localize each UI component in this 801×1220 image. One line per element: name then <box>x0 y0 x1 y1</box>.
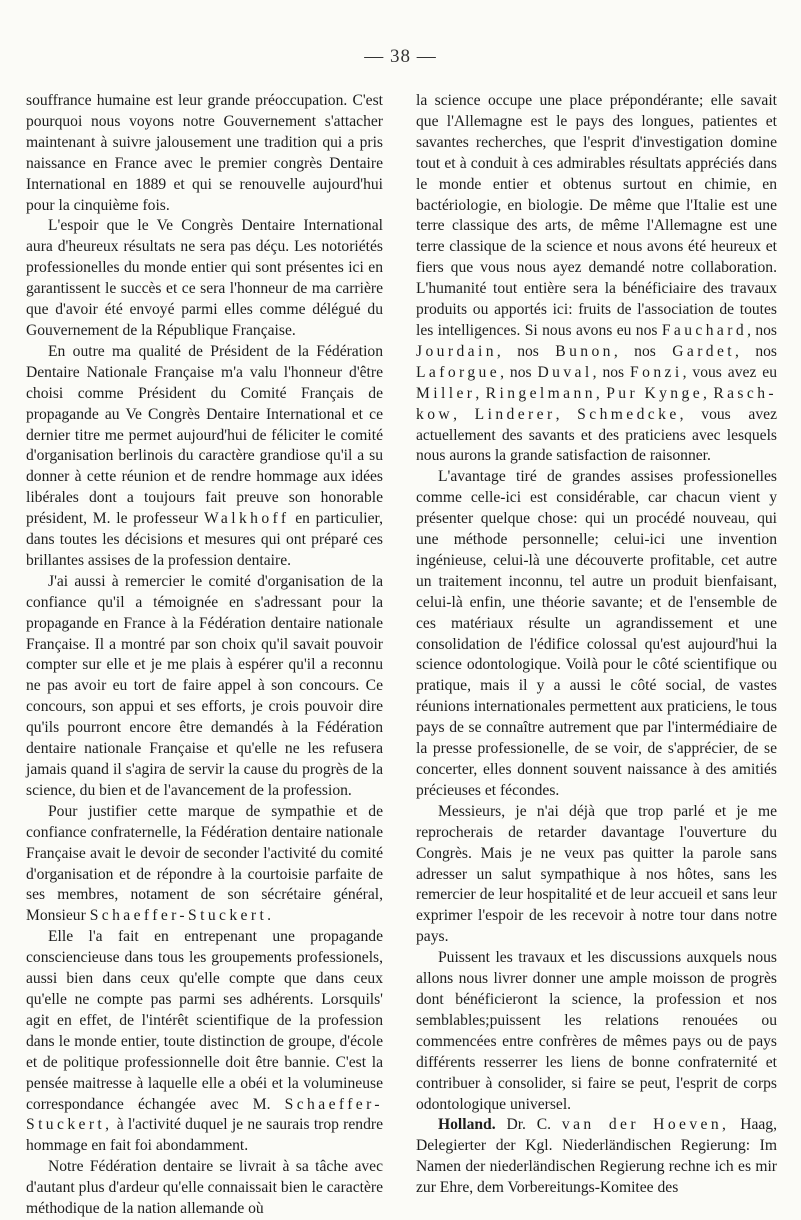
paragraph: J'ai aussi à remercier le comité d'organisation de la confiance qu'il a témoignée en s'adressant pour la propagande en France à la Fédération dentaire nationale Française. Il a montré par son choix qu'il savait pouvoir compter sur elle et je me plais à espérer qu'il a reconnu ne pas avoir eu tort de faire appel à son concours. Ce concours, son appui et ses efforts, je crois pouvoir dire qu'ils pourront encore être demandés à la Fédération dentaire nationale Française et qu'elle ne les refusera jamais quand il s'agira de servir la cause du progrès de la science, du bien et de l'avancement de la profession. <box>26 572 383 799</box>
person-name: Linderer <box>474 405 556 423</box>
person-name: Gardet <box>672 342 736 360</box>
right-column <box>416 91 777 1199</box>
person-name: Jourdain <box>416 342 497 360</box>
paragraph-text: En outre ma qualité de Président de la Fédération Dentaire Nationale Française m'a valu l'honneur d'être choisi comme Président du Comité Français de propagande au Ve Congrès Dentaire International et ce dernier titre me permet aujourd'hui de féliciter le comité d'organisation berlinois du caractère grandiose qu'il a su donner à cette réunion et de rendre hommage aux idées libérales dont a toujours fait preuve son honorable président, M. le professeur <box>26 342 383 528</box>
person-name: Walkhoff <box>204 510 290 528</box>
left-column <box>26 91 383 1220</box>
person-name: van der Hoeven, <box>561 1116 730 1134</box>
page-number: — 38 — <box>364 46 437 67</box>
person-name: Schaeffer-Stuckert. <box>89 907 275 925</box>
person-name: Duval <box>537 363 593 381</box>
person-name: Pur <box>606 384 639 402</box>
paragraph: Messieurs, je n'ai déjà que trop parlé et je me reprocherais de retarder davantage l'ouverture du Congrès. Mais je ne veux pas quitter la parole sans adresser un salut sympathique à nos hôtes, sans les remercier de leur hospitalité et de leur accueil et sans leur exprimer l'espoir de les recevoir à notre tour dans notre pays. <box>416 802 777 946</box>
paragraph-text: en particulier, dans toutes les décisions et mesures qui ont préparé ces brillantes assises de la profession dentaire. <box>26 510 383 569</box>
paragraph-text: Pour justifier cette marque de sympathie et de confiance confraternelle, la Fédération dentaire nationale Française avait le devoir de seconder l'activité du comité d'organisation et de répondre à la courtoisie parfaite de ses membres, notament de son sécrétaire général, Monsieur <box>26 802 383 925</box>
paragraph-text: Dr. C. <box>506 1116 552 1134</box>
paragraph-text: la science occupe une place prépondérante; elle savait que l'Allemagne est le pays des longues, patientes et savantes recherches, que l'esprit d'investigation domine tout et à conduit à ces admirables résultats appréciés dans le monde entier et obtenus surtout en chimie, en bactériologie, en biologie. De même que l'Italie est une terre classique des arts, de même l'Allemagne est une terre classique de la science et nous avons été heureux et fiers que vous nous ayez demandé notre collaboration. L'humanité tout entière sera la bénéficiaire des travaux produits ou apportés ici: fruits de l'association de toutes les intelligences. Si nous avons eu nos <box>416 92 777 339</box>
person-name: Schaeffer-Stuckert, <box>26 1095 383 1134</box>
paragraph <box>26 342 383 572</box>
paragraph: L'espoir que le Ve Congrès Dentaire International aura d'heureux résultats ne sera pas déçu. Les notoriétés professionelles du monde entier qui sont présentes ici en garantissent le succès et ce sera l'honneur de ma carrière que d'avoir été envoyé parmi elles comme délégué du Gouvernement de la République Française. <box>26 217 383 339</box>
paragraph <box>26 802 383 927</box>
person-name: Fonzi <box>630 363 683 381</box>
paragraph: Puissent les travaux et les discussions auxquels nous allons nous livrer donner une ample moisson de progrès dont bénéficieront la science, la profession et nos semblables;puissent les relations renouées ou commencées entre confrères de mêmes pays ou de pays différents resserrer les liens de bonne confraternité et contribuer à consolider, si faire se peut, l'esprit de corps odontologique universel. <box>416 949 777 1113</box>
person-name: Laforgue <box>416 363 501 381</box>
paragraph: Notre Fédération dentaire se livrait à sa tâche avec d'autant plus d'ardeur qu'elle connaissait bien le caractère méthodique de la nation allemande où <box>26 1158 383 1218</box>
paragraph: souffrance humaine est leur grande préoccupation. C'est pourquoi nous voyons notre Gouvernement s'attacher maintenant à suivre jalousement une tradition qui a pris naissance en France avec le premier congrès Dentaire International en 1889 et qui se renouvelle aujourd'hui pour la cinquième fois. <box>26 92 383 214</box>
paragraph-text: vous avez actuellement des savants et des praticiens avec lesquels nous aurons la grande satisfaction de raisonner. <box>416 405 777 465</box>
paragraph-text: Haag, Delegierter der Kgl. Niederländischen Regierung: Im Namen der niederländischen Regierung rechne ich es mir zur Ehre, dem Vorbereitungs-Komitee des <box>416 1116 777 1197</box>
paragraph-text: Elle l'a fait en entrepenant une propagande consciencieuse dans tous les groupements professionels, aussi bien dans ceux qu'elle compte que dans ceux qu'elle ne compte pas parmi ses adhérents. Lorsquils' agit en effet, de l'intérêt scientifique de la profession dans le monde entier, toute distinction de groupe, d'école et de politique professionnelle doit être bannie. C'est la pensée maitresse à laquelle elle a obéi et la volumineuse correspondance échangée avec M. <box>26 928 383 1113</box>
person-name: Fauchard <box>661 321 748 339</box>
paragraph-text: à l'activité duquel je ne saurais trop rendre hommage en fait foi abondamment. <box>26 1116 383 1155</box>
person-name: Bunon <box>555 342 614 360</box>
paragraph <box>26 927 383 1157</box>
country-heading: Holland. <box>438 1116 496 1134</box>
person-name: Kynge <box>644 384 704 402</box>
person-name: Rasch-kow <box>416 384 778 423</box>
person-name: Miller <box>416 384 476 402</box>
person-name: Ringelmann <box>485 384 596 402</box>
paragraph <box>416 1115 777 1199</box>
paragraph: L'avantage tiré de grandes assises professionelles comme celle-ici est considérable, car chacun vient y présenter quelque chose: qui un procédé nouveau, qui une méthode personnelle; celui-ici une invention ingénieuse, celui-là une découverte profitable, cet autre un traitement inconnu, tel autre un produit bienfaisant, celui-là enfin, une théorie savante; et de l'ensemble de ces matériaux résulte un agrandissement et une consolidation de l'édifice colossal qu'est aujourd'hui la science odontologique. Voilà pour le côté scientifique ou pratique, mais il y a aussi le côté social, de vastes réunions internationales permettent aux praticiens, le tous pays de se connaître autrement que par l'intermédiaire de la presse professionelle, de se voir, de s'apprécier, de se concerter, elles donnent souvent naissance à des amitiés précieuses et fécondes. <box>416 468 777 799</box>
paragraph: la science occupe une place prépondérante; elle savait que l'Allemagne est le pays des longues, patientes et savantes recherches, que l'esprit d'investigation domine tout et à conduit à ces admirables résultats appréciés dans le monde entier et obtenus surtout en chimie, en bactériologie, en biologie. De même que l'Italie est une terre classique des arts, de même l'Allemagne est une terre classique de la science et nous avons été heureux et fiers que vous nous ayez demandé notre collaboration. L'humanité tout entière sera la bénéficiaire des travaux produits ou apportés ici: fruits de l'association de toutes les intelligences. Si nous avons eu nos Fauchard, nos Jourdain, nos Bunon, nos Gardet, nos Laforgue, nos Duval, nos Fonzi, vous avez eu Miller, Ringelmann, Pur Kynge, Rasch-kow, Linderer, Schmedcke, vous avez actuellement des savants et des praticiens avec lesquels nous aurons la grande satisfaction de raisonner. <box>416 92 778 465</box>
person-name: Schmedcke <box>577 405 680 423</box>
